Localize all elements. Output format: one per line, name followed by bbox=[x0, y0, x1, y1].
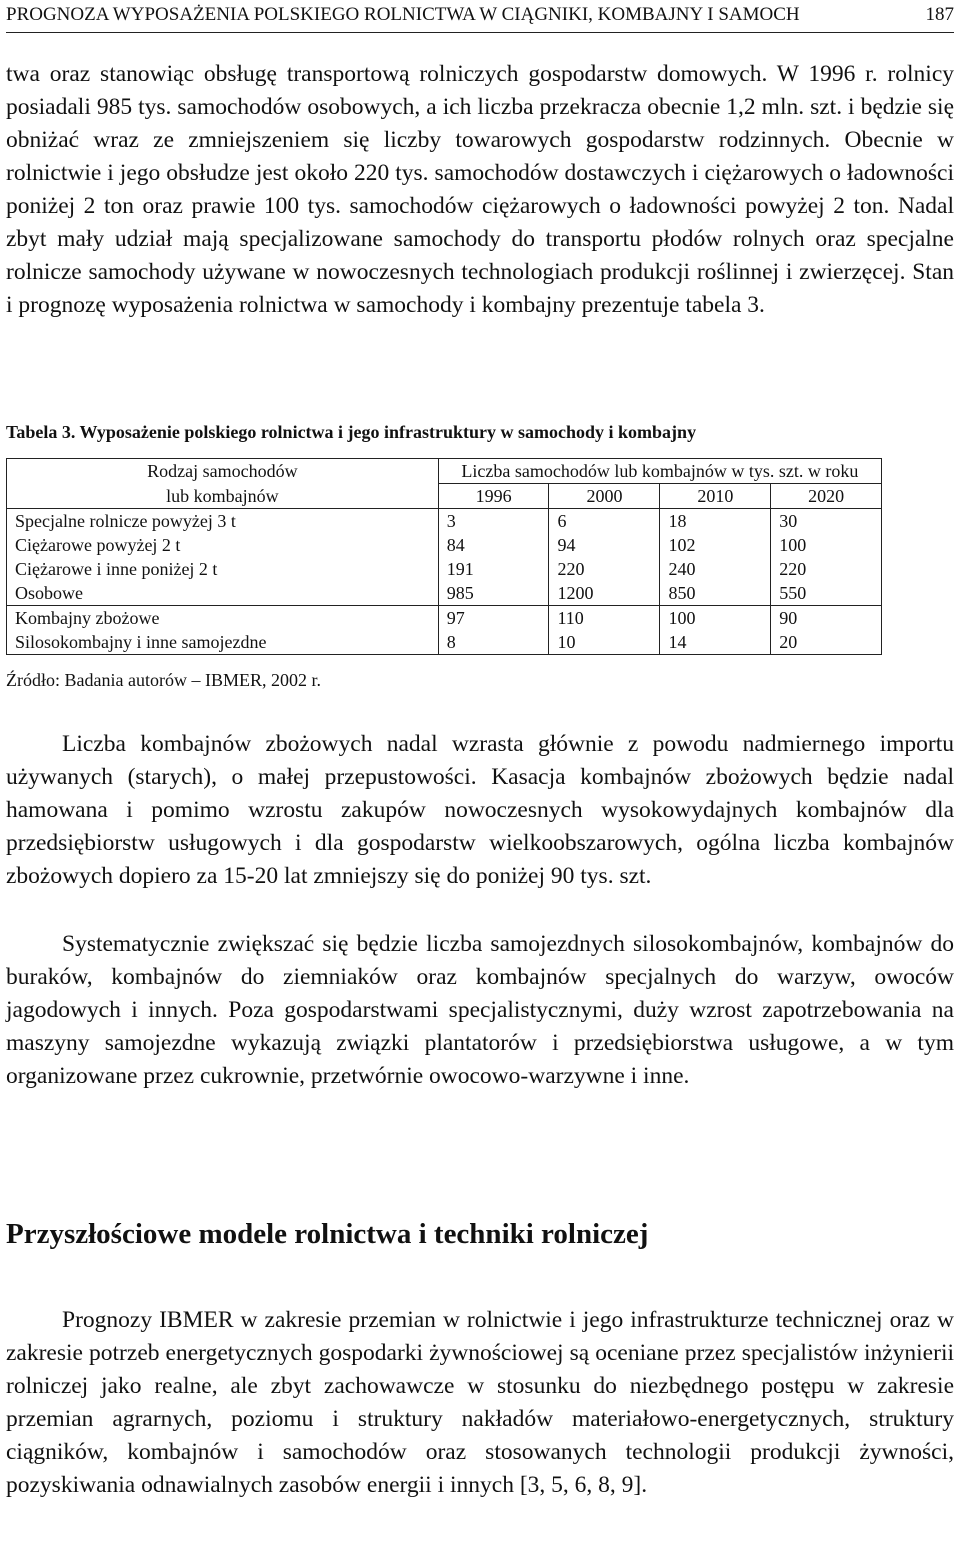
table-row bbox=[7, 557, 882, 581]
cell-value: 220 bbox=[549, 557, 660, 581]
row-name: Ciężarowe i inne poniżej 2 t bbox=[7, 557, 439, 581]
cell-value: 1200 bbox=[549, 581, 660, 606]
cell-value: 850 bbox=[660, 581, 771, 606]
cell-value: 191 bbox=[438, 557, 549, 581]
cell-value: 90 bbox=[771, 606, 882, 631]
cell-value: 550 bbox=[771, 581, 882, 606]
equipment-table bbox=[6, 458, 882, 655]
table-row bbox=[7, 630, 882, 655]
cell-value: 985 bbox=[438, 581, 549, 606]
paragraph-self-propelled: Systematycznie zwiększać się będzie liczba samojezdnych silosokombajnów, kombajnów do buraków, kombajnów do ziemniaków oraz kombajnów specjalnych do warzyw, owoców jagodowych i innych. Poza gospodarstwami specjalistycznymi, duży wzrost zapotrzebowania na maszyny samojezdne wykazują związki plantatorów i przedsiębiorstwa usługowe, a w tym organizowane przez cukrownie, przetwórnie owocowo-warzywne i inne. bbox=[6, 931, 954, 1089]
cell-value: 3 bbox=[438, 509, 549, 534]
cell-value: 6 bbox=[549, 509, 660, 534]
table-caption-label: Tabela 3. bbox=[6, 422, 76, 442]
cell-value: 84 bbox=[438, 533, 549, 557]
cell-value: 100 bbox=[771, 533, 882, 557]
cell-value: 14 bbox=[660, 630, 771, 655]
header-count-span: Liczba samochodów lub kombajnów w tys. szt. w roku bbox=[438, 459, 881, 484]
section-heading: Przyszłościowe modele rolnictwa i techniki rolniczej bbox=[6, 1218, 649, 1250]
cell-value: 97 bbox=[438, 606, 549, 631]
cell-value: 240 bbox=[660, 557, 771, 581]
table-caption-text: Wyposażenie polskiego rolnictwa i jego infrastruktury w samochody i kombajny bbox=[79, 422, 697, 442]
table-years-row bbox=[7, 484, 882, 509]
year-header: 2020 bbox=[771, 484, 882, 509]
table-row bbox=[7, 509, 882, 534]
cell-value: 10 bbox=[549, 630, 660, 655]
paragraph-combines: Liczba kombajnów zbożowych nadal wzrasta głównie z powodu nadmiernego importu używanych (starych), o małej przepustowości. Kasacja kombajnów zbożowych będzie nadal hamowana i pomimo wzrostu zakupów nowoczesnych wysokowydajnych kombajnów dla przedsiębiorstw usługowych i dla gospodarstw wielkoobszarowych, ogólna liczba kombajnów zbożowych dopiero za 15-20 lat zmniejszy się do poniżej 90 tys. szt. bbox=[6, 731, 954, 889]
row-name: Silosokombajny i inne samojezdne bbox=[7, 630, 439, 655]
table-row bbox=[7, 606, 882, 631]
page-number: 187 bbox=[925, 4, 954, 25]
row-name: Specjalne rolnicze powyżej 3 t bbox=[7, 509, 439, 534]
row-name: Osobowe bbox=[7, 581, 439, 606]
year-header: 1996 bbox=[438, 484, 549, 509]
year-header: 2010 bbox=[660, 484, 771, 509]
header-type-line2: lub kombajnów bbox=[7, 484, 439, 509]
cell-value: 102 bbox=[660, 533, 771, 557]
table-source-note: Źródło: Badania autorów – IBMER, 2002 r. bbox=[6, 670, 321, 690]
cell-value: 220 bbox=[771, 557, 882, 581]
cell-value: 18 bbox=[660, 509, 771, 534]
cell-value: 94 bbox=[549, 533, 660, 557]
running-header-title: PROGNOZA WYPOSAŻENIA POLSKIEGO ROLNICTWA W CIĄGNIKI, KOMBAJNY I SAMOCH bbox=[6, 4, 800, 25]
year-header: 2000 bbox=[549, 484, 660, 509]
row-name: Ciężarowe powyżej 2 t bbox=[7, 533, 439, 557]
header-type-line1: Rodzaj samochodów bbox=[7, 459, 439, 484]
cell-value: 100 bbox=[660, 606, 771, 631]
cell-value: 8 bbox=[438, 630, 549, 655]
cell-value: 20 bbox=[771, 630, 882, 655]
table-row bbox=[7, 533, 882, 557]
table-caption bbox=[6, 418, 954, 446]
cell-value: 110 bbox=[549, 606, 660, 631]
table-header-row bbox=[7, 459, 882, 484]
table-row bbox=[7, 581, 882, 606]
cell-value: 30 bbox=[771, 509, 882, 534]
row-name: Kombajny zbożowe bbox=[7, 606, 439, 631]
paragraph-vehicles: twa oraz stanowiąc obsługę transportową rolniczych gospodarstw domowych. W 1996 r. rolnicy posiadali 985 tys. samochodów osobowych, a ich liczba przekracza obecnie 1,2 mln. szt. i będzie się obniżać wraz ze zmniejszeniem się liczby towarowych gospodarstw rodzinnych. Obecnie w rolnictwie i jego obsłudze jest około 220 tys. samochodów dostawczych i ciężarowych o ładowności poniżej 2 ton oraz prawie 100 tys. samochodów ciężarowych o ładowności powyżej 2 ton. Nadal zbyt mały udział mają specjalizowane samochody do transportu płodów rolnych oraz specjalne rolnicze samochody używane w nowoczesnych technologiach produkcji roślinnej i zwierzęcej. Stan i prognozę wyposażenia rolnictwa w samochody i kombajny prezentuje tabela 3. bbox=[6, 61, 954, 318]
running-header bbox=[6, 2, 954, 33]
paragraph-ibmer-forecasts: Prognozy IBMER w zakresie przemian w rolnictwie i jego infrastrukturze technicznej oraz w zakresie potrzeb energetycznych gospodarki żywnościowej są oceniane przez specjalistów inżynierii rolniczej jako realne, ale zbyt zachowawcze w stosunku do niezbędnego postępu w zakresie przemian agrarnych, poziomu i struktury nakładów materiałowo-energetycznych, struktury ciągników, kombajnów i samochodów oraz stosowanych technologii produkcji żywności, pozyskiwania odnawialnych zasobów energii i innych [3, 5, 6, 8, 9]. bbox=[6, 1307, 954, 1498]
